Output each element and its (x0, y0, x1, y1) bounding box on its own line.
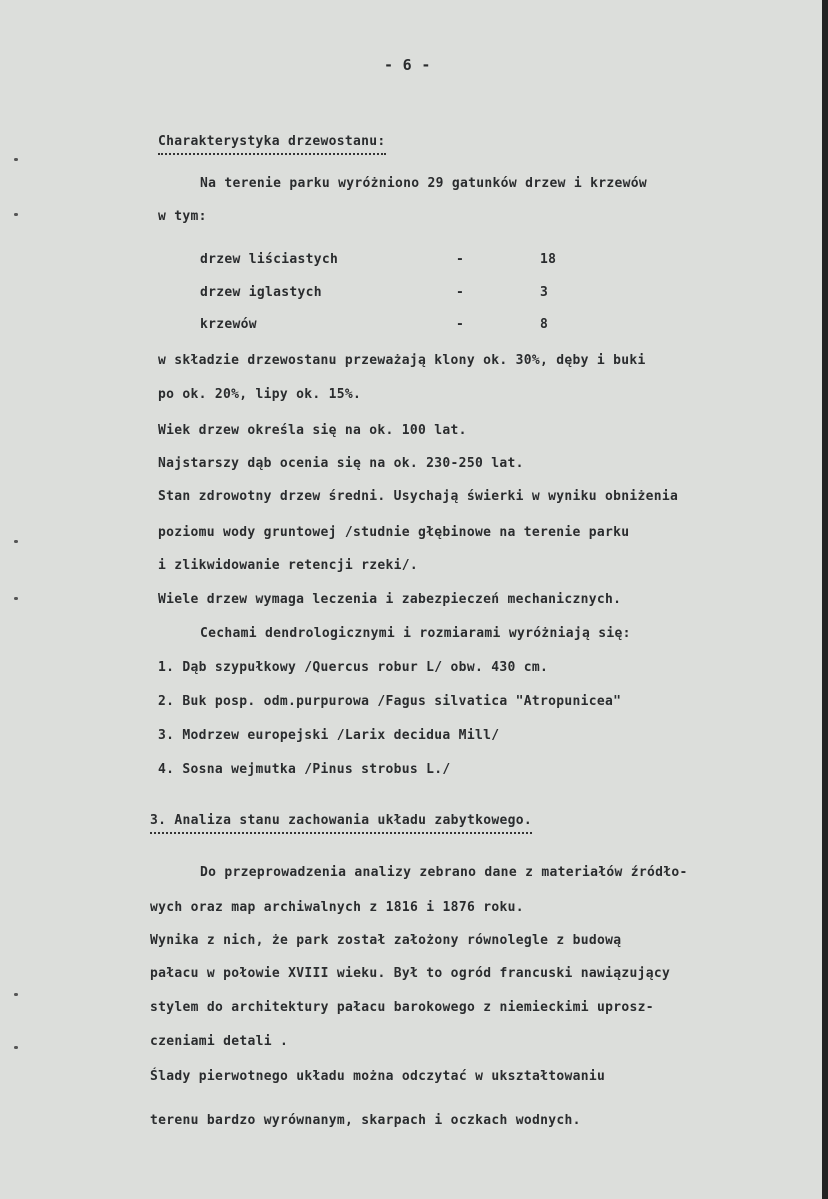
text-line: Cechami dendrologicznymi i rozmiarami wyróżniają się: (200, 626, 631, 641)
text-line: wych oraz map archiwalnych z 1816 i 1876 roku. (150, 900, 524, 915)
punch-hole (14, 540, 18, 543)
text-line: i zlikwidowanie retencji rzeki/. (158, 558, 419, 573)
text-line: Stan zdrowotny drzew średni. Usychają świerki w wyniku obniżenia (158, 489, 679, 504)
punch-hole (14, 597, 18, 600)
text-line: Do przeprowadzenia analizy zebrano dane z materiałów źródło- (200, 865, 688, 880)
text-line: pałacu w połowie XVIII wieku. Był to ogród francuski nawiązujący (150, 966, 671, 981)
tree-type: krzewów (200, 317, 257, 332)
page-number: - 6 - (384, 56, 431, 74)
text-line: stylem do architektury pałacu barokowego z niemieckimi uprosz- (150, 1000, 654, 1015)
text-line: po ok. 20%, lipy ok. 15%. (158, 387, 362, 402)
count: 8 (540, 317, 549, 332)
table-row (0, 285, 828, 303)
dash: - (456, 252, 465, 267)
list-item: 3. Modrzew europejski /Larix decidua Mill/ (158, 728, 500, 743)
text-line: terenu bardzo wyrównanym, skarpach i oczkach wodnych. (150, 1113, 581, 1128)
scan-edge (822, 0, 828, 1199)
text-line: Ślady pierwotnego układu można odczytać w ukształtowaniu (150, 1069, 606, 1084)
punch-hole (14, 158, 18, 161)
text-line: Wiele drzew wymaga leczenia i zabezpieczeń mechanicznych. (158, 592, 622, 607)
table-row (0, 317, 828, 335)
tree-type: drzew iglastych (200, 285, 322, 300)
text-line: w składzie drzewostanu przeważają klony ok. 30%, dęby i buki (158, 353, 646, 368)
dash: - (456, 285, 465, 300)
text-line: poziomu wody gruntowej /studnie głębinowe na terenie parku (158, 525, 630, 540)
list-item: 1. Dąb szypułkowy /Quercus robur L/ obw. 430 cm. (158, 660, 549, 675)
section-heading-analysis: 3. Analiza stanu zachowania układu zabytkowego. (150, 813, 532, 834)
text-line: Wiek drzew określa się na ok. 100 lat. (158, 423, 467, 438)
punch-hole (14, 993, 18, 996)
text-line: czeniami detali . (150, 1034, 289, 1049)
punch-hole (14, 1046, 18, 1049)
dash: - (456, 317, 465, 332)
punch-hole (14, 213, 18, 216)
text-line: Najstarszy dąb ocenia się na ok. 230-250 lat. (158, 456, 524, 471)
text-line: Wynika z nich, że park został założony równolegle z budową (150, 933, 622, 948)
section-heading-stand-characteristics: Charakterystyka drzewostanu: (158, 134, 386, 155)
tree-type: drzew liściastych (200, 252, 339, 267)
list-item: 2. Buk posp. odm.purpurowa /Fagus silvatica "Atropunicea" (158, 694, 622, 709)
count: 18 (540, 252, 557, 267)
text-line: w tym: (158, 209, 207, 224)
list-item: 4. Sosna wejmutka /Pinus strobus L./ (158, 762, 451, 777)
text-line: Na terenie parku wyróżniono 29 gatunków drzew i krzewów (200, 176, 647, 191)
count: 3 (540, 285, 549, 300)
table-row (0, 252, 828, 270)
